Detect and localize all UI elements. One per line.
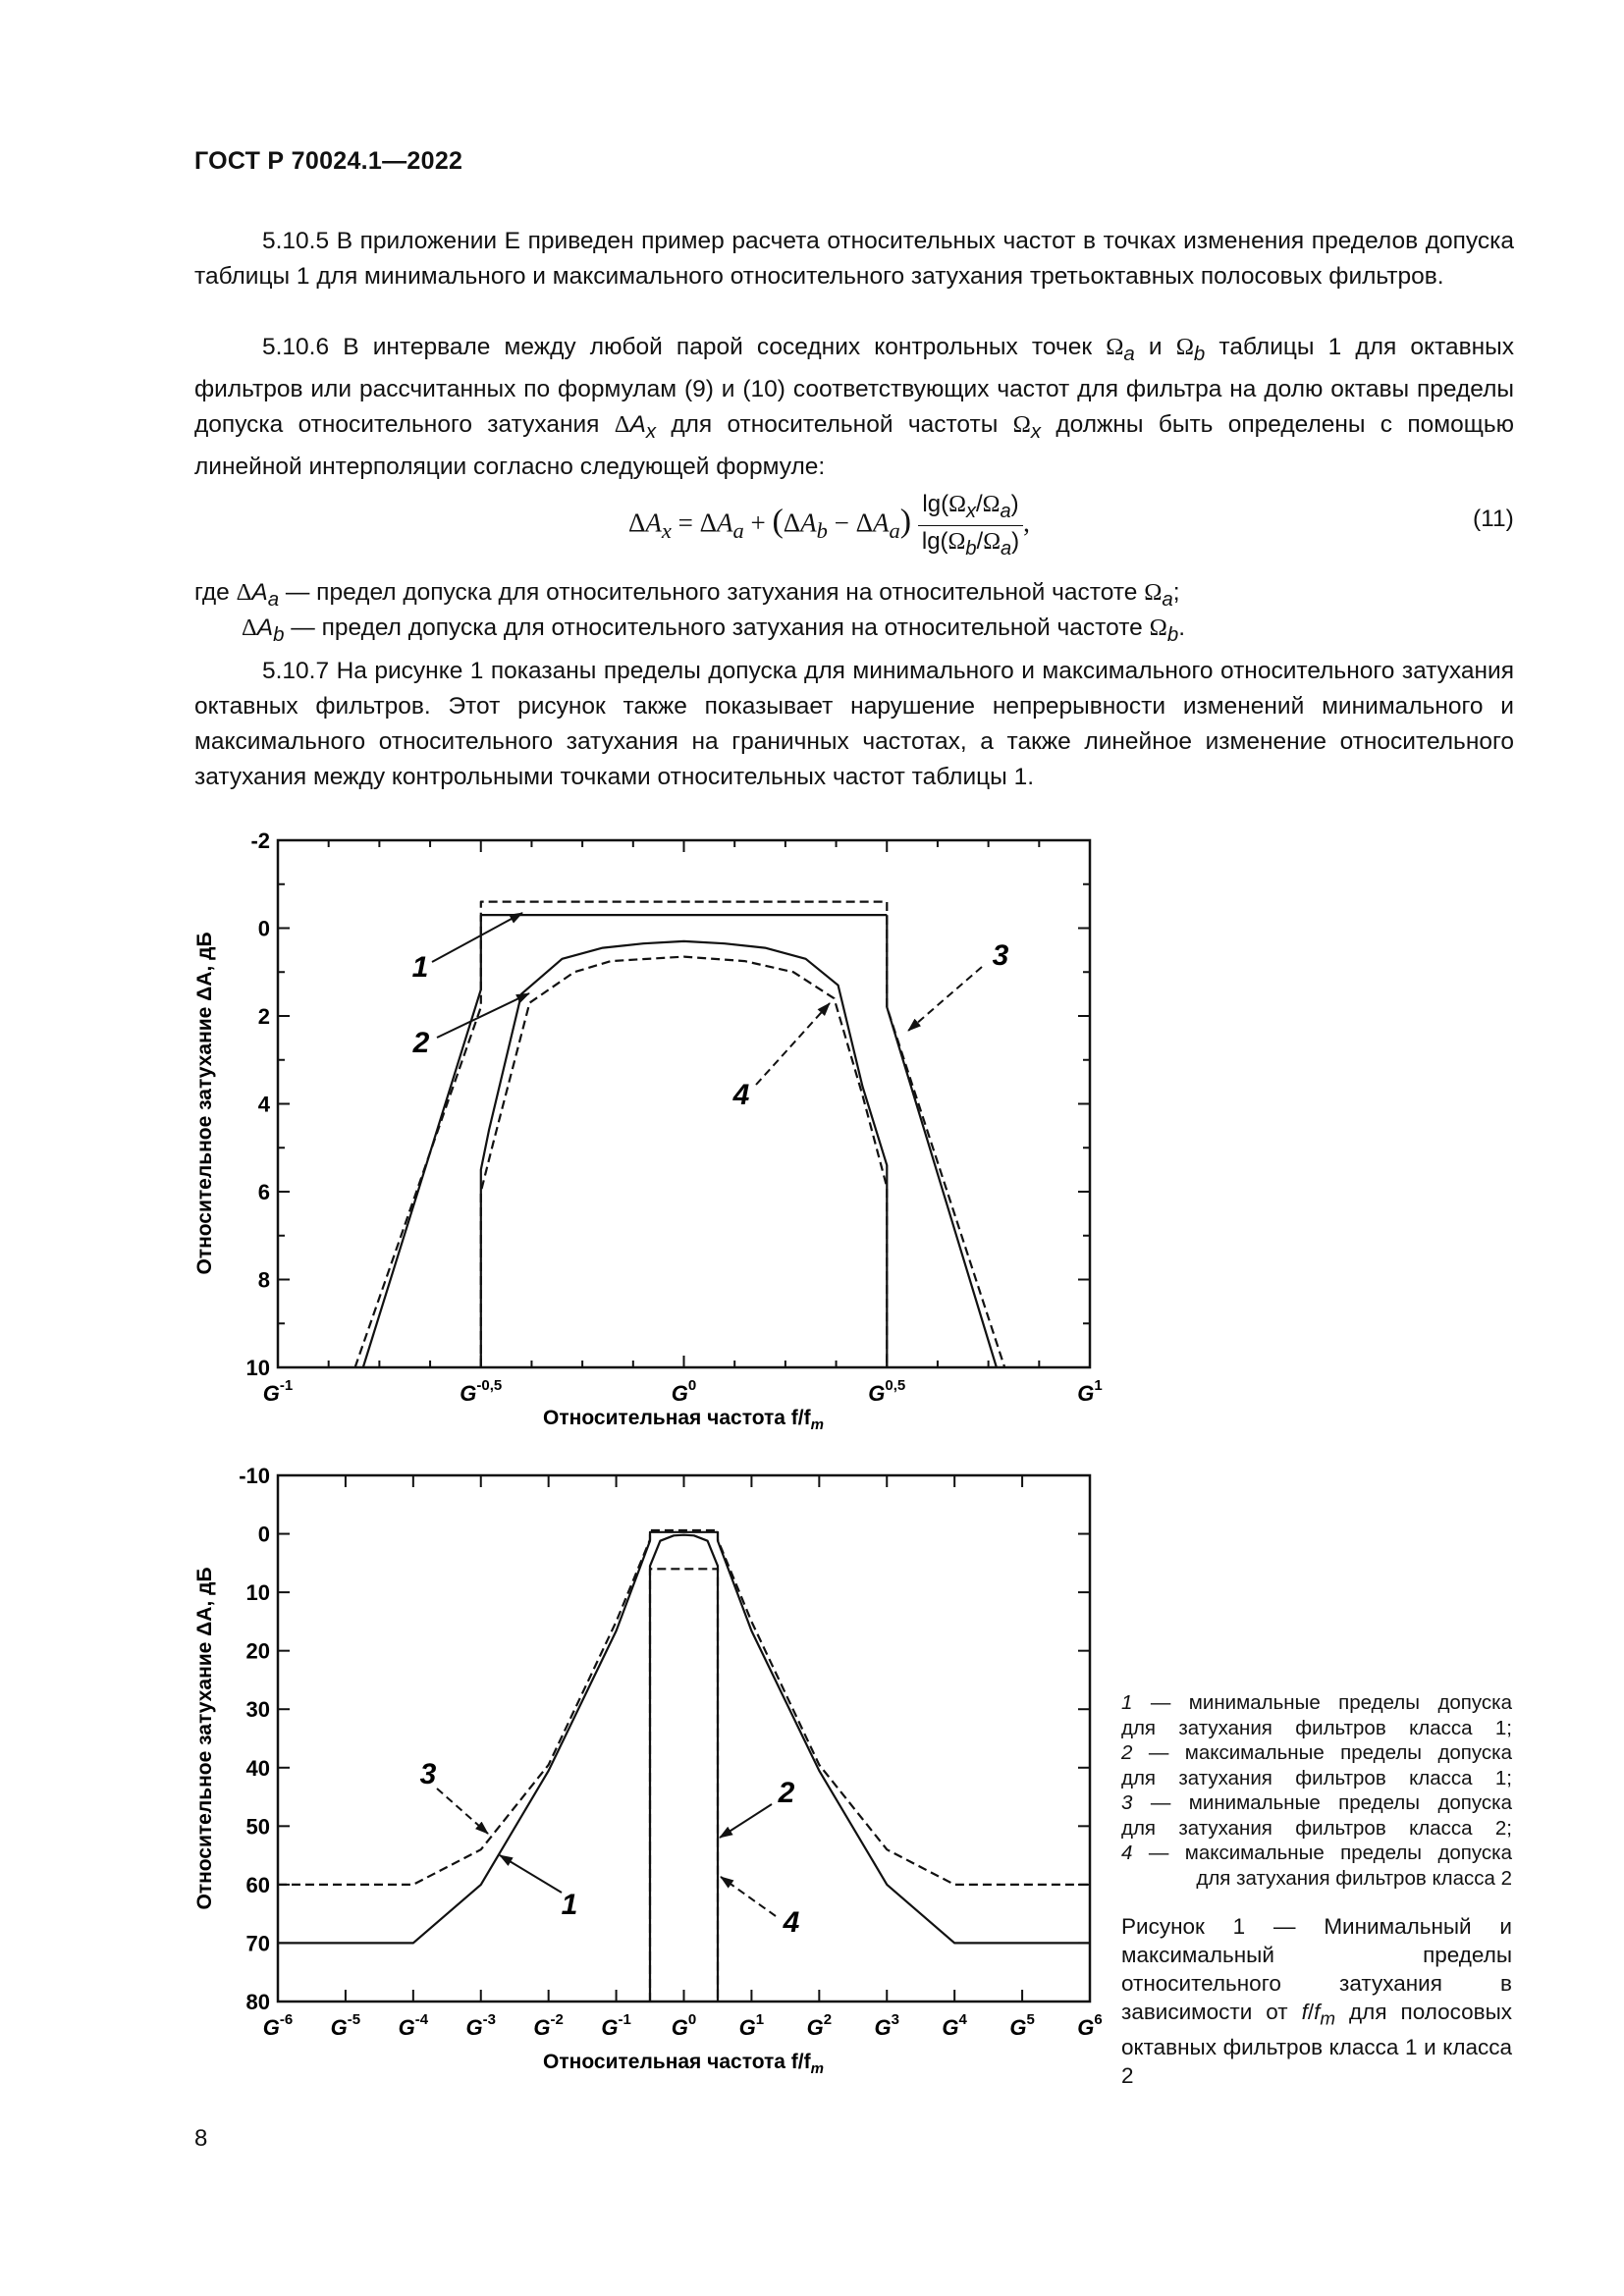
bottom-x-tick-label: $G^3$ [874,2011,899,2040]
bottom-x-tick-label: $G^{-3}$ [465,2011,496,2040]
paragraph-5-10-6: 5.10.6 В интервале между любой парой соседних контрольных точек $\Omega_a$ и $\Omega_b$ таблицы 1 для октавных фильтров или рассчитанных по формулам (9) и (10) соответствующих частот для фильтра на долю октавы пределы допуска относительного затухания $\Delta A_x$ для относительной частоты $\Omega_x$ должны быть определены с помощью линейной интерполяции согласно следующей формуле: [194,334,1514,480]
legend-item-3-a: 3 — минимальные пределы допуска [1121,1791,1512,1814]
top-callout-3: 3 [992,939,1009,972]
where-b: $\Delta A_b$ — предел допуска для относительного затухания на относительной частоте $\Omega_b$. [242,614,1185,646]
top-series-outer-right [887,915,997,1367]
top-plot-frame [278,840,1090,1367]
paragraph-5-10-5: 5.10.5 В приложении Е приведен пример расчета относительных частот в точках изменения пределов допуска таблицы 1 для минимального и максимального относительного затухания третьоктавных полосовых фильтров. [194,228,1514,290]
bottom-series-3 [278,1530,1090,1885]
bottom-callouts [420,1758,800,1939]
top-x-tick-label: $G^{-1}$ [262,1377,294,1406]
bottom-callout-4: 4 [783,1906,800,1939]
legend-item-1-a: 1 — минимальные пределы допуска [1121,1691,1512,1714]
bottom-x-tick-label: $G^{-4}$ [398,2011,429,2040]
bottom-x-tick-label: $G^0$ [671,2011,697,2040]
top-y-axis-label: Относительное затухание ΔA, дБ [193,932,216,1275]
top-series-4 [481,957,888,1367]
bottom-callout-3: 3 [419,1758,437,1790]
figure-caption: Рисунок 1 — Минимальный и максимальный пределы относительного затухания в зависимости от $f/f_m$ для полосовых октавных фильтров класса 1 и класса 2 [1121,1914,1512,2088]
top-x-tick-label: G$^{0,5}$ [868,1377,906,1406]
top-series-2 [481,941,888,1367]
bottom-y-tick-label: 50 [245,1814,270,1840]
document-header: ГОСТ Р 70024.1—2022 [194,147,463,175]
bottom-y-tick-label: 10 [245,1580,270,1606]
legend-item-2-a: 2 — максимальные пределы допуска [1121,1741,1512,1764]
bottom-callout-2: 2 [778,1777,795,1809]
legend-item-4-b: для затухания фильтров класса 2 [1196,1866,1512,1890]
bottom-y-tick-label: 40 [245,1755,270,1781]
where-a: где $\Delta A_a$ — предел допуска для относительного затухания на относительной частоте $\Omega_a$; [194,579,1180,611]
top-y-tick-label: 2 [257,1004,270,1029]
top-chart [193,828,1103,1433]
fraction: $\frac{\lg(\Omega_x/\Omega_a)}{\lg(\Omega_b/\Omega_a)}$ [918,491,1023,561]
bottom-x-tick-label: $G^2$ [806,2011,833,2040]
bottom-series-4 [650,1569,718,2002]
bottom-x-tick-label: $G^4$ [942,2011,967,2040]
legend-item-2-b: для затухания фильтров класса 1; [1121,1766,1512,1789]
bottom-callout-1: 1 [561,1889,578,1921]
bottom-y-tick-label: 70 [245,1931,270,1956]
bottom-x-tick-label: $G^1$ [738,2011,765,2040]
bottom-x-tick-label: $G^5$ [1009,2011,1035,2040]
top-series-3 [355,902,1005,1367]
bottom-series-1 [278,1532,1090,1944]
paragraph-5-10-7: 5.10.7 На рисунке 1 показаны пределы допуска для минимального и максимального относительного затухания октавных фильтров. Этот рисунок также показывает нарушение непрерывности изменений минимального и максимального относительного затухания на граничных частотах, а также линейное изменение относительного затухания между контрольными точками относительных частот таблицы 1. [194,658,1514,790]
bottom-x-tick-label: $G^{-5}$ [330,2011,361,2040]
top-x-tick-label: $G^0$ [671,1377,697,1406]
bottom-x-tick-label: $G^{-6}$ [262,2011,294,2040]
page-number: 8 [194,2125,208,2152]
bottom-y-tick-label: 0 [257,1522,270,1547]
bottom-y-tick-label: 30 [245,1697,270,1723]
bottom-y-tick-label: -10 [239,1464,270,1488]
bottom-chart [193,1464,1103,2077]
top-x-axis-label: Относительная частота $f/f_m$ [543,1407,824,1433]
legend-item-1-b: для затухания фильтров класса 1; [1121,1716,1512,1739]
top-y-tick-label: -2 [250,828,270,853]
top-callout-1: 1 [411,951,429,984]
legend-item-4-a: 4 — максимальные пределы допуска [1121,1842,1512,1864]
formula-11: $\Delta A_x = \Delta A_a + (\Delta A_b - \Delta A_a)$ $\frac{\lg(\Omega_x/\Omega_a)}{\lg(\Omega_b/\Omega_a)}$ , [628,491,1030,560]
bottom-y-tick-label: 20 [245,1638,270,1664]
bottom-series-2 [650,1535,718,2002]
bottom-x-tick-label: $G^{-2}$ [533,2011,564,2040]
top-y-tick-label: 0 [257,916,270,941]
top-y-tick-label: 8 [257,1267,270,1293]
bottom-plot-frame [278,1475,1090,2002]
top-callout-4: 4 [732,1079,750,1111]
equation-number: (11) [1473,506,1514,532]
bottom-x-axis-label: Относительная частота $f/f_m$ [543,2051,824,2077]
bottom-y-axis-label: Относительное затухание ΔA, дБ [193,1567,216,1910]
figure-legend [1121,1690,1512,1891]
top-y-tick-label: 4 [257,1092,270,1117]
bottom-y-tick-label: 60 [245,1872,270,1897]
top-x-tick-label: $G^{-0,5}$ [460,1377,503,1406]
bottom-x-tick-label: $G^6$ [1077,2011,1103,2040]
bottom-x-tick-label: $G^{-1}$ [601,2011,631,2040]
legend-item-3-b: для затухания фильтров класса 2; [1121,1816,1512,1840]
bottom-y-tick-label: 80 [245,1990,270,2014]
top-callout-2: 2 [412,1027,430,1059]
top-y-tick-label: 6 [257,1180,270,1204]
top-y-tick-label: 10 [245,1356,270,1380]
top-x-tick-label: $G^1$ [1077,1377,1103,1406]
